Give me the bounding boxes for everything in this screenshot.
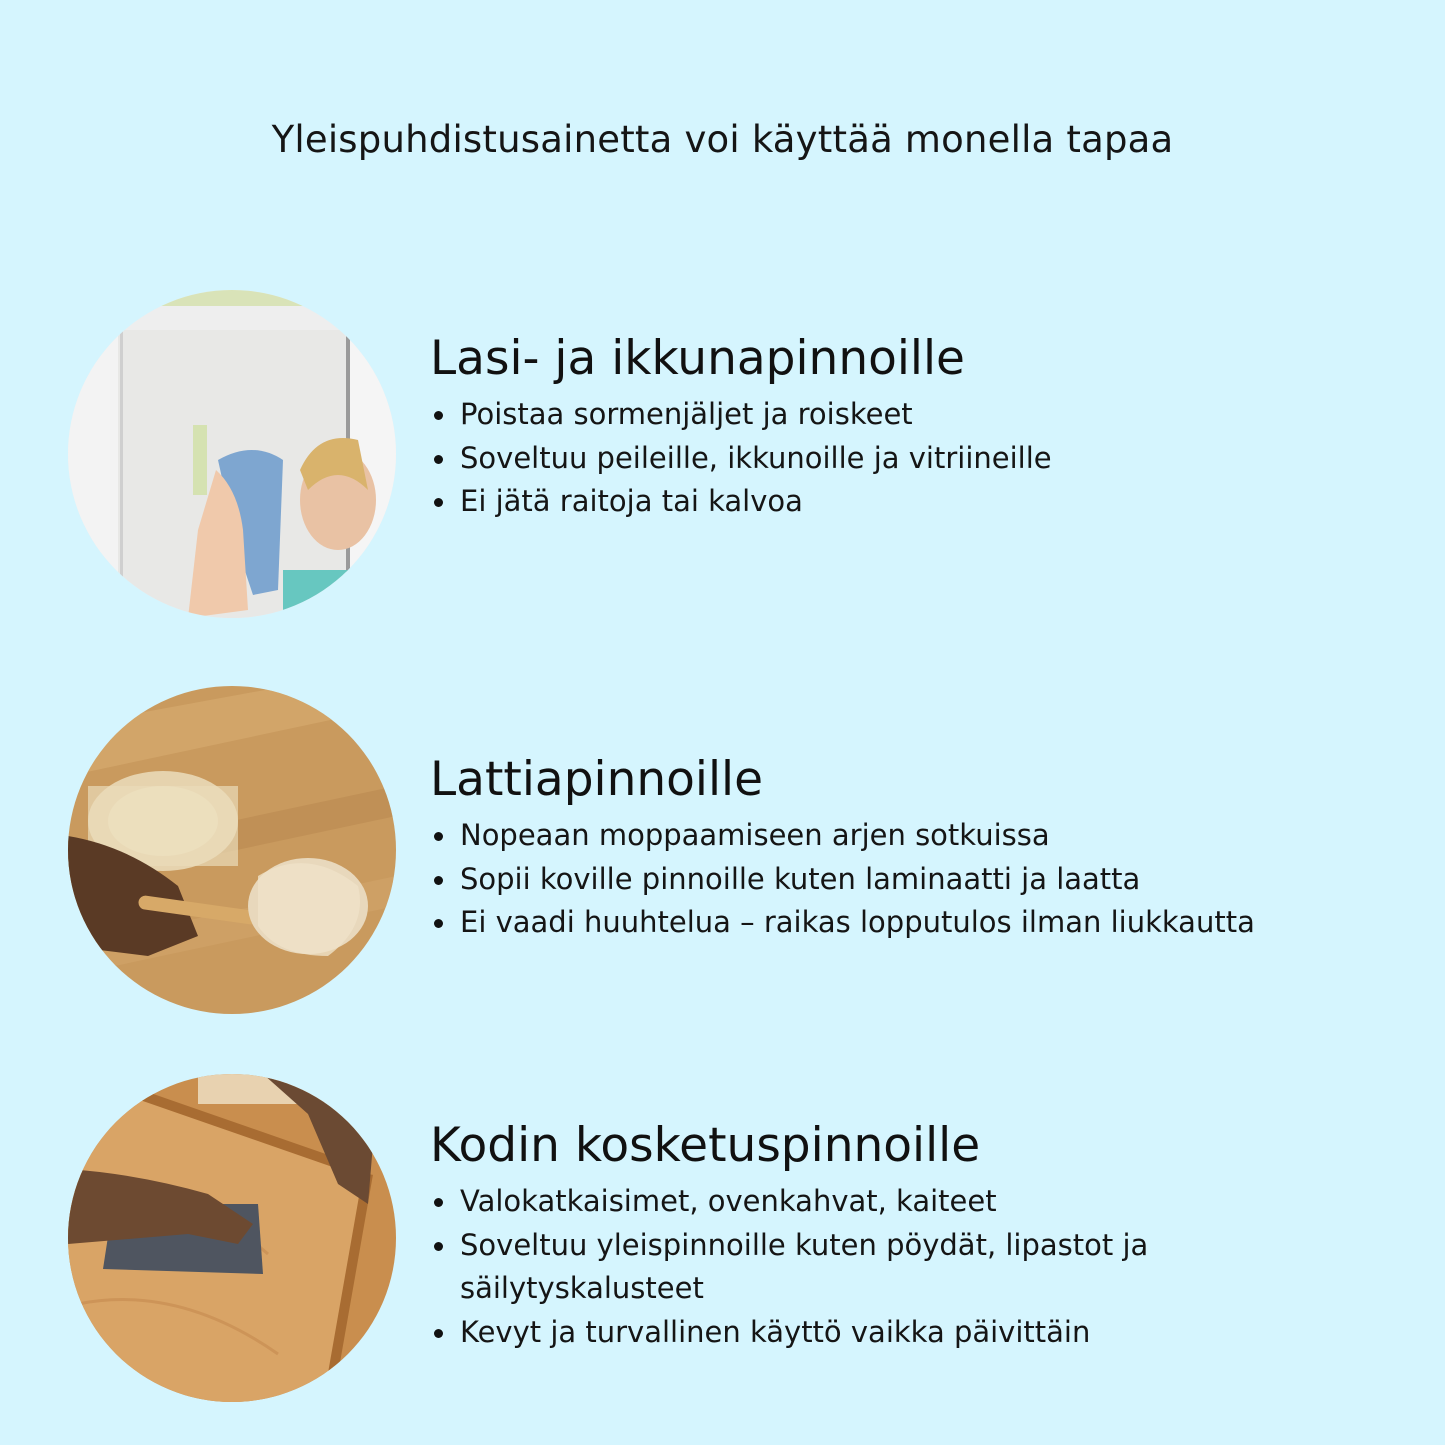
section-heading: Kodin kosketuspinnoille — [430, 1118, 981, 1173]
table-wiping-photo — [68, 1074, 396, 1402]
bullet-list — [430, 1180, 1230, 1354]
bullet-list — [430, 393, 1420, 524]
section-glass — [430, 331, 1420, 524]
list-item: Nopeaan moppaamiseen arjen sotkuissa — [430, 814, 1420, 858]
section-heading: Lattiapinnoille — [430, 752, 764, 807]
section-heading: Lasi- ja ikkunapinnoille — [430, 331, 965, 386]
list-item: Soveltuu yleispinnoille kuten pöydät, lipastot ja säilytyskalusteet — [430, 1224, 1230, 1311]
list-item: Kevyt ja turvallinen käyttö vaikka päivittäin — [430, 1311, 1230, 1355]
page-title: Yleispuhdistusainetta voi käyttää monella tapaa — [271, 118, 1174, 161]
floor-mopping-photo — [68, 686, 396, 1014]
list-item: Poistaa sormenjäljet ja roiskeet — [430, 393, 1420, 437]
section-touch-surfaces — [430, 1118, 1420, 1354]
list-item: Sopii koville pinnoille kuten laminaatti ja laatta — [430, 858, 1420, 902]
mirror-cleaning-photo — [68, 290, 396, 618]
bullet-list — [430, 814, 1420, 945]
list-item: Ei vaadi huuhtelua – raikas lopputulos ilman liukkautta — [430, 901, 1420, 945]
list-item: Valokatkaisimet, ovenkahvat, kaiteet — [430, 1180, 1230, 1224]
list-item: Ei jätä raitoja tai kalvoa — [430, 480, 1420, 524]
list-item: Soveltuu peileille, ikkunoille ja vitriineille — [430, 437, 1420, 481]
section-floor — [430, 752, 1420, 945]
